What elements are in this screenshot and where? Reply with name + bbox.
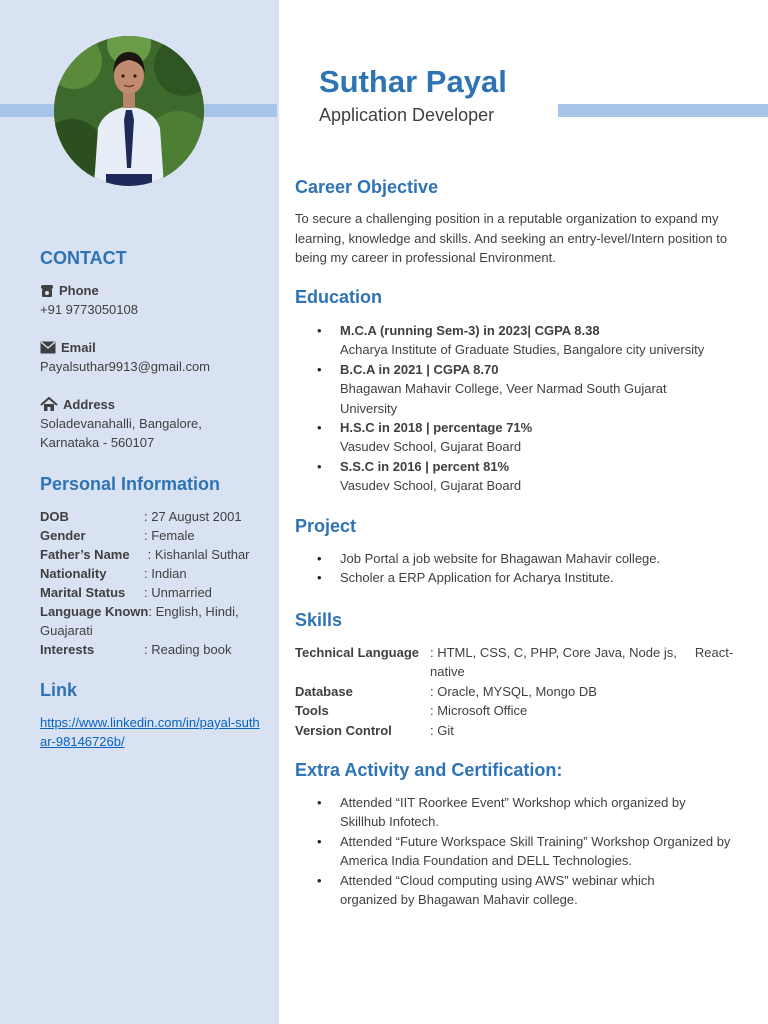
project-list xyxy=(295,549,740,588)
project-item: • Scholer a ERP Application for Acharya Institute. xyxy=(295,568,740,587)
education-school: Acharya Institute of Graduate Studies, Bangalore city university xyxy=(340,342,705,358)
education-item xyxy=(295,360,740,418)
personal-key: Marital Status xyxy=(40,585,126,600)
email-label-row xyxy=(40,340,96,355)
skills-heading: Skills xyxy=(295,610,343,630)
personal-value: : 27 August 2001 xyxy=(144,509,242,524)
extra-item: • Attended “IIT Roorkee Event” Workshop which organized by Skillhub Infotech. xyxy=(295,793,740,832)
skill-row xyxy=(295,643,740,682)
personal-key: Nationality xyxy=(40,566,107,581)
address-label: Address xyxy=(63,397,116,412)
education-heading: Education xyxy=(295,287,383,307)
personal-value: : Unmarried xyxy=(144,585,212,600)
education-item xyxy=(295,321,740,360)
skill-key: Technical Language xyxy=(295,645,420,660)
personal-value: : English, Hindi, xyxy=(148,604,239,619)
phone-icon xyxy=(40,284,54,298)
personal-info-heading: Personal Information xyxy=(40,474,221,494)
extra-list xyxy=(295,793,740,909)
personal-key: Gender xyxy=(40,528,86,543)
profile-photo xyxy=(54,36,204,186)
email-label: Email xyxy=(61,340,96,355)
skill-value: : Microsoft Office xyxy=(430,703,528,719)
personal-key: Interests xyxy=(40,642,95,657)
education-item xyxy=(295,457,740,496)
personal-value: : Indian xyxy=(144,566,187,581)
education-item xyxy=(295,418,740,457)
education-school: Vasudev School, Gujarat Board xyxy=(340,439,522,455)
personal-key: Language Known xyxy=(40,604,149,619)
education-list xyxy=(295,321,740,496)
personal-row-nationality xyxy=(40,564,187,583)
education-school: Bhagawan Mahavir College, Veer Narmad South Gujarat University xyxy=(340,381,667,416)
education-school: Vasudev School, Gujarat Board xyxy=(340,478,522,494)
education-degree: • M.C.A (running Sem-3) in 2023| CGPA 8.38 xyxy=(340,323,600,338)
project-item: • Job Portal a job website for Bhagawan Mahavir college. xyxy=(295,549,740,568)
extra-item: • Attended “Cloud computing using AWS” webinar which organized by Bhagawan Mahavir college. xyxy=(295,871,740,910)
skills-table xyxy=(295,643,740,740)
personal-key: DOB xyxy=(40,509,69,524)
skill-key: Version Control xyxy=(295,722,392,738)
extra-heading: Extra Activity and Certification: xyxy=(295,760,563,780)
skill-row xyxy=(295,682,740,701)
address-line-2: Karnataka - 560107 xyxy=(40,435,155,450)
skill-value: : HTML, CSS, C, PHP, Core Java, Node js, React-native xyxy=(430,645,734,680)
decorative-bar-right xyxy=(558,104,768,117)
profile-photo-illustration xyxy=(54,36,204,186)
personal-key: Father’s Name xyxy=(40,547,130,562)
email-icon xyxy=(40,341,56,354)
personal-row-language-cont xyxy=(40,621,93,640)
skill-value: : Oracle, MYSQL, Mongo DB xyxy=(430,683,597,699)
personal-value: : Female xyxy=(144,528,195,543)
personal-value: Guajarati xyxy=(40,623,93,638)
personal-row-language xyxy=(40,602,239,621)
personal-row-dob xyxy=(40,507,242,526)
project-heading: Project xyxy=(295,516,357,536)
extra-item: • Attended “Future Workspace Skill Training” Workshop Organized by America India Foundation and DELL Technologies. xyxy=(295,832,740,871)
personal-value: : Kishanlal Suthar xyxy=(144,547,250,562)
person-name: Suthar Payal xyxy=(319,64,507,99)
personal-row-father xyxy=(40,545,250,564)
phone-label-row xyxy=(40,283,99,298)
skill-row xyxy=(295,721,740,740)
address-line-1: Soladevanahalli, Bangalore, xyxy=(40,416,202,431)
personal-row-gender xyxy=(40,526,195,545)
email-value: Payalsuthar9913@gmail.com xyxy=(40,359,211,374)
education-degree: • B.C.A in 2021 | CGPA 8.70 xyxy=(340,361,499,377)
personal-row-marital xyxy=(40,583,212,602)
education-degree: • H.S.C in 2018 | percentage 71% xyxy=(340,420,533,436)
skill-value: : Git xyxy=(430,722,454,738)
job-title: Application Developer xyxy=(319,105,495,125)
phone-value: +91 9773050108 xyxy=(40,302,138,317)
skill-row xyxy=(295,701,740,720)
phone-label: Phone xyxy=(59,283,99,298)
link-heading: Link xyxy=(40,680,78,700)
skill-key: Tools xyxy=(295,703,329,719)
skill-key: Database xyxy=(295,683,353,699)
contact-heading: CONTACT xyxy=(40,248,127,268)
home-icon xyxy=(40,397,58,412)
career-heading: Career Objective xyxy=(295,177,439,197)
personal-row-interests xyxy=(40,640,231,659)
personal-value: : Reading book xyxy=(144,642,232,657)
address-label-row xyxy=(40,397,115,412)
linkedin-link[interactable]: https://www.linkedin.com/in/payal-suthar-98146726b/ xyxy=(40,715,260,749)
career-text: To secure a challenging position in a reputable organization to expand my learning, knowledge and skills. And seeking an entry-level/Intern position to being my career in professional Environment. xyxy=(295,211,728,265)
education-degree: • S.S.C in 2016 | percent 81% xyxy=(340,458,510,474)
